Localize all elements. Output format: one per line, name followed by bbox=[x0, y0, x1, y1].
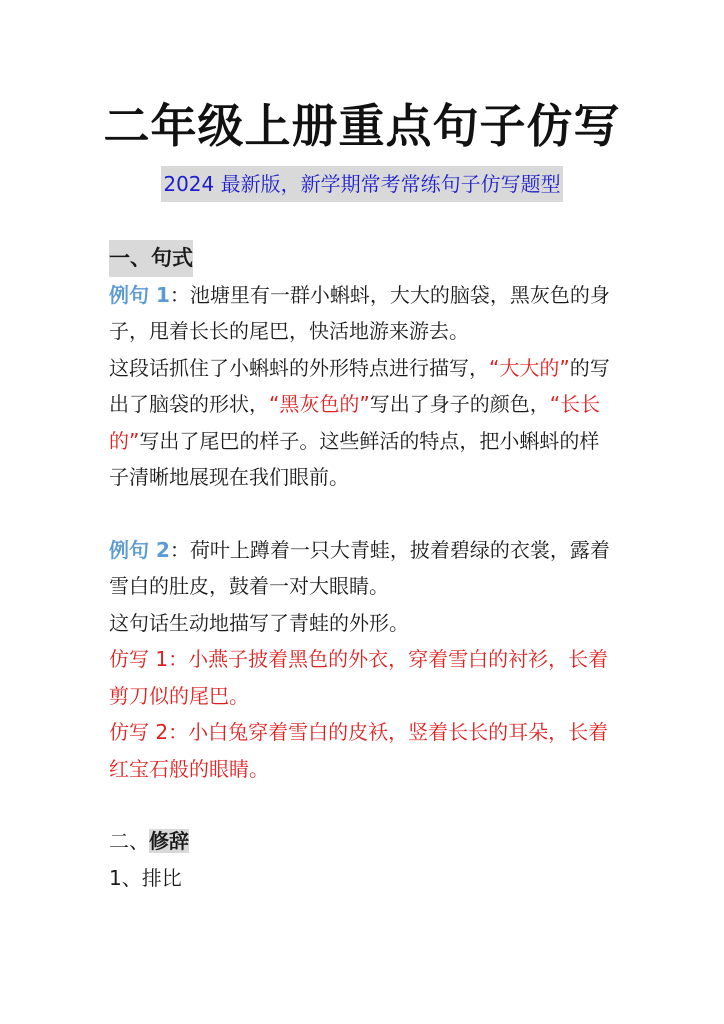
example-1-sep: ： bbox=[169, 282, 190, 307]
section-1-heading: 一、句式 bbox=[109, 240, 193, 277]
section-2-heading bbox=[109, 823, 619, 860]
analysis-1-part-3: 写出了身子的颜色， bbox=[369, 392, 550, 416]
analysis-1-quote-1: “大大的” bbox=[489, 355, 570, 380]
document-subtitle: 2024 最新版，新学期常考常练句子仿写题型 bbox=[161, 166, 562, 202]
analysis-1-quote-2: “黑灰色的” bbox=[269, 392, 370, 416]
analysis-1-part-2: 的写出了脑袋的形状， bbox=[109, 355, 610, 416]
spacer bbox=[109, 787, 619, 823]
example-1 bbox=[109, 277, 619, 350]
subtitle-container bbox=[0, 166, 724, 202]
document-title: 二年级上册重点句子仿写 bbox=[103, 99, 621, 153]
example-1-text: 池塘里有一群小蝌蚪，大大的脑袋，黑灰色的身子，甩着长长的尾巴，快活地游来游去。 bbox=[109, 282, 610, 343]
example-2-sep: ： bbox=[169, 537, 190, 562]
imitation-1: 仿写 1：小燕子披着黑色的外衣，穿着雪白的衬衫，长着剪刀似的尾巴。 bbox=[109, 647, 609, 708]
section-2-heading-prefix: 二、 bbox=[109, 829, 149, 853]
analysis-2: 这句话生动地描写了青蛙的外形。 bbox=[109, 610, 409, 635]
example-2 bbox=[109, 532, 619, 605]
section-2-heading-highlight: 修辞 bbox=[149, 829, 189, 853]
analysis-1-part-1: 这段话抓住了小蝌蚪的外形特点进行描写， bbox=[109, 355, 489, 380]
section-2-item-1: 1、排比 bbox=[109, 865, 182, 890]
example-1-label: 例句 1 bbox=[109, 282, 170, 307]
example-2-label: 例句 2 bbox=[109, 537, 170, 562]
example-2-text: 荷叶上蹲着一只大青蛙，披着碧绿的衣裳，露着雪白的肚皮，鼓着一对大眼睛。 bbox=[109, 537, 610, 598]
analysis-1-part-4: 写出了尾巴的样子。这些鲜活的特点，把小蝌蚪的样子清晰地展现在我们眼前。 bbox=[109, 428, 600, 489]
imitation-2: 仿写 2：小白兔穿着雪白的皮袄，竖着长长的耳朵，长着红宝石般的眼睛。 bbox=[109, 720, 609, 781]
document-body bbox=[109, 240, 619, 896]
spacer bbox=[109, 496, 619, 532]
analysis-1-quote-3: “长长的” bbox=[109, 392, 601, 453]
analysis-1 bbox=[109, 350, 619, 496]
section-1-heading-line bbox=[109, 240, 619, 277]
